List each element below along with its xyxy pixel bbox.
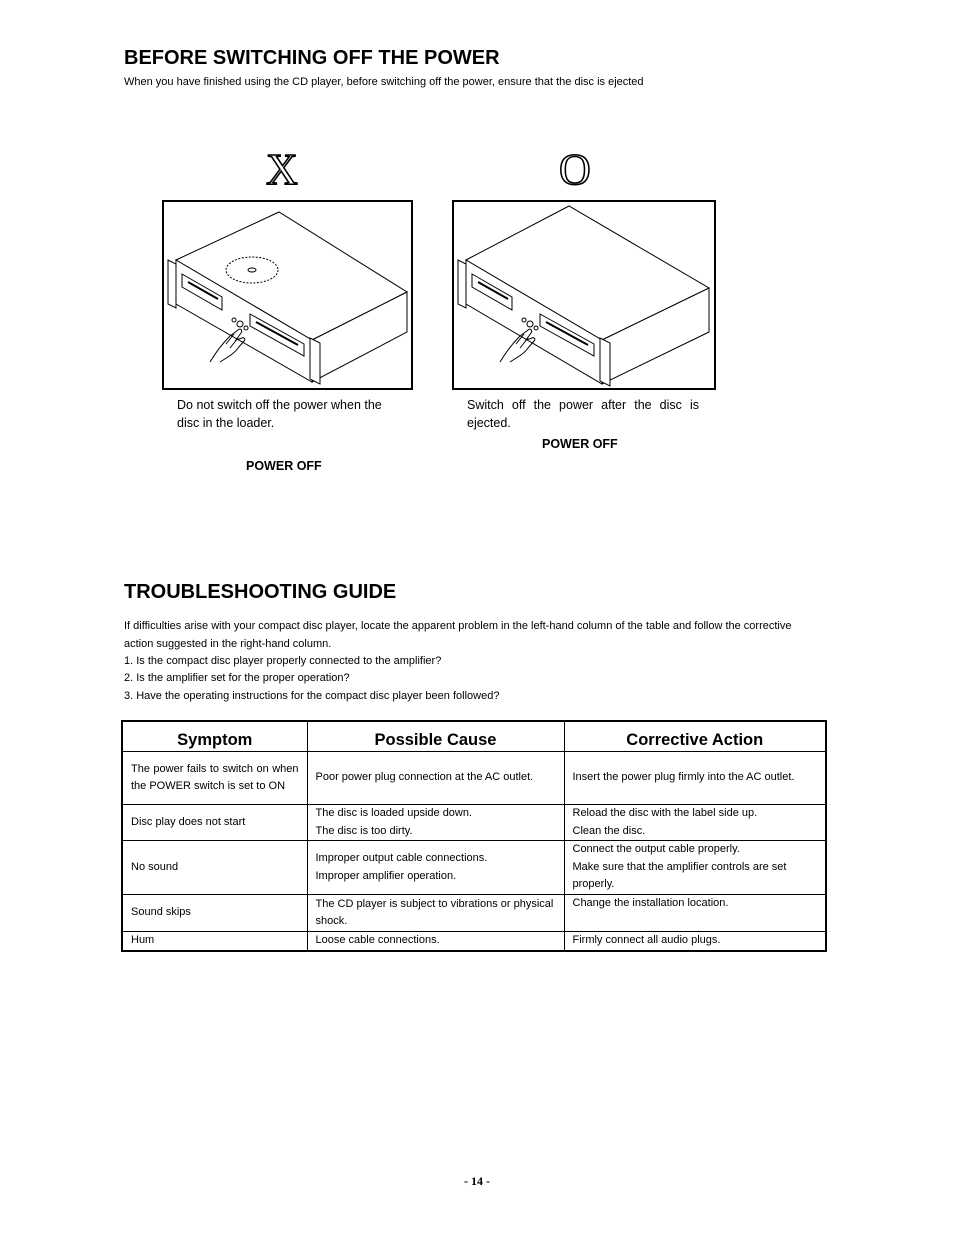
cause-line: Improper amplifier operation. (315, 869, 457, 882)
symptom-cell: Disc play does not start (122, 805, 307, 841)
figure-disc-ejected (452, 200, 716, 390)
cause-cell (307, 805, 564, 841)
cause-line: The disc is loaded upside down. (315, 807, 473, 819)
header-symptom: Symptom (122, 721, 307, 752)
label-power-off-right: POWER OFF (542, 437, 618, 451)
label-power-off-wrong: POWER OFF (246, 459, 322, 473)
table-header-row (122, 721, 826, 752)
table-row (122, 752, 826, 805)
section-title-power: BEFORE SWITCHING OFF THE POWER (124, 47, 500, 69)
action-line: Connect the output cable properly. (572, 843, 740, 856)
table-row (122, 805, 826, 841)
cd-player-with-disc-illustration (164, 202, 411, 388)
action-line: Insert the power plug firmly into the AC outlet. (572, 771, 795, 784)
cause-cell (307, 841, 564, 895)
symptom-cell: Sound skips (122, 895, 307, 932)
correct-mark-icon: O (559, 145, 591, 194)
action-cell (564, 932, 826, 951)
header-corrective-action: Corrective Action (564, 721, 826, 752)
troubleshooting-table (121, 720, 827, 952)
cause-line: Improper output cable connections. (315, 852, 488, 864)
table-row (122, 841, 826, 895)
wrong-mark-icon: X (266, 145, 298, 194)
action-cell (564, 841, 826, 895)
symptom-cell: Hum (122, 932, 307, 951)
check-item-2: 2. Is the amplifier set for the proper operation? (124, 672, 350, 684)
action-cell (564, 805, 826, 841)
troubleshooting-intro: If difficulties arise with your compact disc player, locate the apparent problem in the left-hand column of the table and follow the corrective action suggested in the right-hand column. (124, 620, 792, 650)
check-item-3: 3. Have the operating instructions for the compact disc player been followed? (124, 690, 500, 702)
symptom-cell: No sound (122, 841, 307, 895)
caption-disc-ejected: Switch off the power after the disc is ejected. (467, 398, 699, 430)
action-cell (564, 752, 826, 805)
cause-cell (307, 752, 564, 805)
action-cell (564, 895, 826, 932)
cause-line: Poor power plug connection at the AC outlet. (315, 771, 534, 784)
table-row (122, 932, 826, 951)
figure-disc-loaded (162, 200, 413, 390)
caption-disc-loaded: Do not switch off the power when the disc in the loader. (177, 398, 382, 430)
header-possible-cause: Possible Cause (307, 721, 564, 752)
action-line: Change the installation location. (572, 897, 729, 909)
page-number: - 14 - (464, 1174, 490, 1188)
cd-player-without-disc-illustration (454, 202, 714, 388)
action-line: Firmly connect all audio plugs. (572, 934, 721, 946)
cause-line: The disc is too dirty. (315, 824, 413, 837)
cause-line: The CD player is subject to vibrations or physical shock. (315, 897, 554, 927)
symptom-cell: The power fails to switch on when the POWER switch is set to ON (122, 752, 307, 805)
section-intro-power: When you have finished using the CD player, before switching off the power, ensure that the disc is ejected (124, 76, 644, 88)
cause-cell (307, 895, 564, 932)
section-title-troubleshooting: TROUBLESHOOTING GUIDE (124, 581, 397, 603)
action-line: Clean the disc. (572, 824, 646, 837)
action-line: Reload the disc with the label side up. (572, 807, 758, 819)
cause-line: Loose cable connections. (315, 934, 440, 946)
cause-cell (307, 932, 564, 951)
table-row (122, 895, 826, 932)
check-item-1: 1. Is the compact disc player properly connected to the amplifier? (124, 655, 442, 667)
action-line: Make sure that the amplifier controls are set properly. (572, 860, 787, 891)
